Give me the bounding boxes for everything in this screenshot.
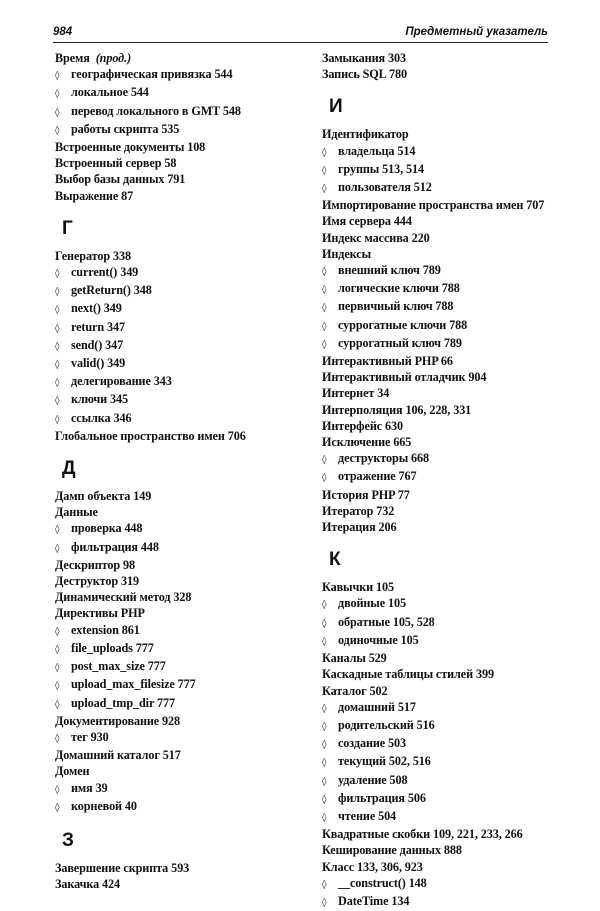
diamond-bullet-icon: ◊ [322,147,327,158]
index-entry [322,402,572,418]
diamond-bullet-icon: ◊ [322,794,327,805]
subentry-text: работы скрипта 535 [71,121,180,136]
index-subentry [322,717,572,735]
entry-text: Деструктор 319 [55,574,139,589]
diamond-bullet-icon: ◊ [322,897,327,908]
subentry-text: post_max_size 777 [71,659,166,674]
index-subentry [322,468,572,486]
index-entry [55,860,305,876]
index-entry [55,248,305,264]
diamond-bullet-icon: ◊ [55,626,60,637]
subentry-text: группы 513, 514 [338,161,425,176]
diamond-bullet-icon: ◊ [55,784,60,795]
entry-text: Время [55,51,90,65]
index-subentry [55,264,305,282]
index-subentry [322,875,572,893]
index-subentry [55,622,305,640]
index-subentry [322,335,572,353]
index-subentry [55,121,305,139]
index-entry [322,230,572,246]
index-column-left [55,50,305,892]
diamond-bullet-icon: ◊ [322,321,327,332]
entry-text: Данные [55,505,98,520]
subentry-text: логические ключи 788 [338,281,460,296]
subentry-text: деструкторы 668 [338,451,430,466]
subentry-text: getReturn() 348 [71,283,152,298]
entry-text: Встроенный сервер 58 [55,156,177,171]
entry-text: Интерактивный PHP 66 [322,354,453,369]
entry-text: Встроенные документы 108 [55,140,206,155]
index-subentry [322,298,572,316]
index-entry [55,188,305,204]
index-subentry [322,808,572,826]
subentry-text: valid() 349 [71,356,126,371]
diamond-bullet-icon: ◊ [322,455,327,466]
diamond-bullet-icon: ◊ [322,879,327,890]
entry-text: Каналы 529 [322,651,387,666]
subentry-text: удаление 508 [338,772,408,787]
entry-text: Закачка 424 [55,877,121,892]
subentry-text: одиночные 105 [338,632,419,647]
subentry-text: current() 349 [71,265,139,280]
index-entry [322,826,572,842]
subentry-text: имя 39 [71,780,108,795]
index-entry [55,876,305,892]
index-subentry [322,632,572,650]
subentry-text: ключи 345 [71,392,129,407]
entry-text: Интерполяция 106, 228, 331 [322,402,472,417]
index-subentry [55,66,305,84]
diamond-bullet-icon: ◊ [55,287,60,298]
index-entry [322,126,572,142]
index-subentry [55,300,305,318]
diamond-bullet-icon: ◊ [322,303,327,314]
diamond-bullet-icon: ◊ [322,758,327,769]
diamond-bullet-icon: ◊ [322,812,327,823]
entry-text: Интернет 34 [322,386,390,401]
subentry-text: внешний ключ 789 [338,263,441,278]
subentry-text: первичный ключ 788 [338,299,454,314]
index-subentry [55,282,305,300]
diamond-bullet-icon: ◊ [322,285,327,296]
index-entry [322,503,572,519]
subentry-text: фильтрация 506 [338,790,426,805]
entry-text: Домашний каталог 517 [55,748,181,763]
index-subentry [55,84,305,102]
index-entry [322,66,572,82]
index-subentry [322,772,572,790]
diamond-bullet-icon: ◊ [55,644,60,655]
diamond-bullet-icon: ◊ [55,699,60,710]
entry-text: Исключение 665 [322,435,412,450]
subentry-text: домашний 517 [338,699,416,714]
entry-text: Выбор базы данных 791 [55,172,186,187]
diamond-bullet-icon: ◊ [322,600,327,611]
entry-text: Дескриптор 98 [55,557,135,572]
diamond-bullet-icon: ◊ [55,269,60,280]
index-entry [55,573,305,589]
entry-text: Интерактивный отладчик 904 [322,370,487,385]
subentry-text: корневой 40 [71,798,137,813]
index-entry [55,763,305,779]
index-entry [55,589,305,605]
diamond-bullet-icon: ◊ [55,396,60,407]
index-subentry [55,355,305,373]
entry-text: Документирование 928 [55,713,181,728]
diamond-bullet-icon: ◊ [55,802,60,813]
index-subentry [322,262,572,280]
entry-text: Домен [55,764,90,779]
index-subentry [55,410,305,428]
subentry-text: перевод локального в GMT 548 [71,103,241,118]
diamond-bullet-icon: ◊ [55,360,60,371]
page-header [53,24,548,43]
subentry-text: return 347 [71,319,125,334]
index-entry [322,385,572,401]
diamond-bullet-icon: ◊ [55,414,60,425]
subentry-text: extension 861 [71,622,140,637]
diamond-bullet-icon: ◊ [322,618,327,629]
subentry-text: пользователя 512 [338,180,432,195]
index-entry [55,488,305,504]
subentry-text: локальное 544 [71,85,149,100]
index-entry [322,487,572,503]
section-letter-heading: Д [62,458,76,480]
diamond-bullet-icon: ◊ [322,165,327,176]
index-entry [322,213,572,229]
entry-text: Генератор 338 [55,248,131,263]
entry-text: История PHP 77 [322,487,410,502]
index-subentry [55,391,305,409]
diamond-bullet-icon: ◊ [55,378,60,389]
index-entry [322,650,572,666]
subentry-text: суррогатные ключи 788 [338,317,468,332]
index-subentry [55,337,305,355]
entry-text: Индекс массива 220 [322,230,430,245]
subentry-text: DateTime 134 [338,893,410,908]
diamond-bullet-icon: ◊ [322,184,327,195]
diamond-bullet-icon: ◊ [322,776,327,787]
index-entry [322,579,572,595]
diamond-bullet-icon: ◊ [55,107,60,118]
index-entry [55,504,305,520]
index-entry [55,605,305,621]
index-entry [322,842,572,858]
index-subentry [322,161,572,179]
index-entry [322,434,572,450]
diamond-bullet-icon: ◊ [55,525,60,536]
subentry-text: обратные 105, 528 [338,614,435,629]
subentry-text: file_uploads 777 [71,640,154,655]
index-subentry [55,676,305,694]
index-entry [322,50,572,66]
entry-text: Глобальное пространство имен 706 [55,428,246,443]
diamond-bullet-icon: ◊ [322,740,327,751]
index-subentry [55,798,305,816]
index-entry [55,50,305,66]
entry-text: Итерация 206 [322,520,397,535]
index-entry [322,666,572,682]
index-entry [55,155,305,171]
subentry-text: проверка 448 [71,521,143,536]
index-entry [322,246,572,262]
entry-text: Импортирование пространства имен 707 [322,198,545,213]
index-entry [322,519,572,535]
index-entry [322,418,572,434]
entry-text: Кеширование данных 888 [322,843,462,858]
entry-text: Каталог 502 [322,683,388,698]
entry-text: Класс 133, 306, 923 [322,859,423,874]
index-subentry [322,143,572,161]
subentry-text: фильтрация 448 [71,539,159,554]
diamond-bullet-icon: ◊ [55,543,60,554]
index-column-right [322,50,572,911]
section-letter-heading: З [62,829,74,851]
index-subentry [55,539,305,557]
index-entry [55,171,305,187]
index-subentry [55,695,305,713]
diamond-bullet-icon: ◊ [55,125,60,136]
index-entry [55,139,305,155]
index-subentry [322,753,572,771]
index-subentry [322,614,572,632]
entry-text: Квадратные скобки 109, 221, 233, 266 [322,827,523,842]
subentry-text: географическая привязка 544 [71,67,233,82]
continued-marker: (прод.) [95,51,132,65]
diamond-bullet-icon: ◊ [322,721,327,732]
subentry-text: текущий 502, 516 [338,754,431,769]
diamond-bullet-icon: ◊ [322,703,327,714]
diamond-bullet-icon: ◊ [322,473,327,484]
diamond-bullet-icon: ◊ [55,89,60,100]
entry-text: Каскадные таблицы стилей 399 [322,667,494,682]
subentry-text: владельца 514 [338,143,416,158]
subentry-text: next() 349 [71,301,122,316]
index-subentry [55,520,305,538]
subentry-text: суррогатный ключ 789 [338,335,462,350]
index-subentry [322,699,572,717]
subentry-text: двойные 105 [338,596,406,611]
index-subentry [55,640,305,658]
index-subentry [55,373,305,391]
entry-text: Дамп объекта 149 [55,489,152,504]
index-entry [55,747,305,763]
entry-text: Замыкания 303 [322,51,406,65]
entry-text: Завершение скрипта 593 [55,860,190,875]
diamond-bullet-icon: ◊ [55,681,60,692]
index-entry [55,557,305,573]
page-number: 984 [53,26,73,38]
subentry-text: делегирование 343 [71,374,172,389]
subentry-text: send() 347 [71,337,124,352]
entry-text: Интерфейс 630 [322,418,403,433]
index-subentry [55,780,305,798]
subentry-text: ссылка 346 [71,410,132,425]
index-entry [322,197,572,213]
subentry-text: __construct() 148 [338,875,427,890]
diamond-bullet-icon: ◊ [55,733,60,744]
index-entry [322,353,572,369]
diamond-bullet-icon: ◊ [55,341,60,352]
entry-text: Выражение 87 [55,188,134,203]
diamond-bullet-icon: ◊ [322,267,327,278]
entry-text: Идентификатор [322,127,409,142]
index-subentry [322,595,572,613]
index-entry [55,428,305,444]
section-letter-heading: Г [62,217,73,239]
index-subentry [55,658,305,676]
subentry-text: создание 503 [338,736,407,751]
diamond-bullet-icon: ◊ [55,323,60,334]
diamond-bullet-icon: ◊ [55,305,60,316]
index-subentry [322,790,572,808]
subentry-text: upload_max_filesize 777 [71,677,196,692]
section-letter-heading: И [329,96,343,118]
index-subentry [55,103,305,121]
index-subentry [322,735,572,753]
index-entry [322,369,572,385]
index-subentry [322,280,572,298]
index-entry [322,859,572,875]
index-subentry [55,729,305,747]
index-subentry [322,450,572,468]
entry-text: Запись SQL 780 [322,67,407,82]
diamond-bullet-icon: ◊ [55,71,60,82]
index-entry [322,683,572,699]
index-subentry [322,893,572,911]
entry-text: Итератор 732 [322,503,395,518]
index-entry [55,713,305,729]
subentry-text: отражение 767 [338,469,417,484]
diamond-bullet-icon: ◊ [322,636,327,647]
index-subentry [322,317,572,335]
index-subentry [322,179,572,197]
diamond-bullet-icon: ◊ [55,663,60,674]
running-title: Предметный указатель [405,26,548,38]
subentry-text: чтение 504 [338,808,397,823]
subentry-text: родительский 516 [338,717,435,732]
entry-text: Директивы PHP [55,606,145,621]
entry-text: Индексы [322,246,372,261]
diamond-bullet-icon: ◊ [322,339,327,350]
entry-text: Кавычки 105 [322,580,395,595]
entry-text: Имя сервера 444 [322,214,412,229]
entry-text: Динамический метод 328 [55,590,192,605]
section-letter-heading: К [329,549,341,571]
index-subentry [55,319,305,337]
subentry-text: upload_tmp_dir 777 [71,695,175,710]
subentry-text: тег 930 [71,729,109,744]
